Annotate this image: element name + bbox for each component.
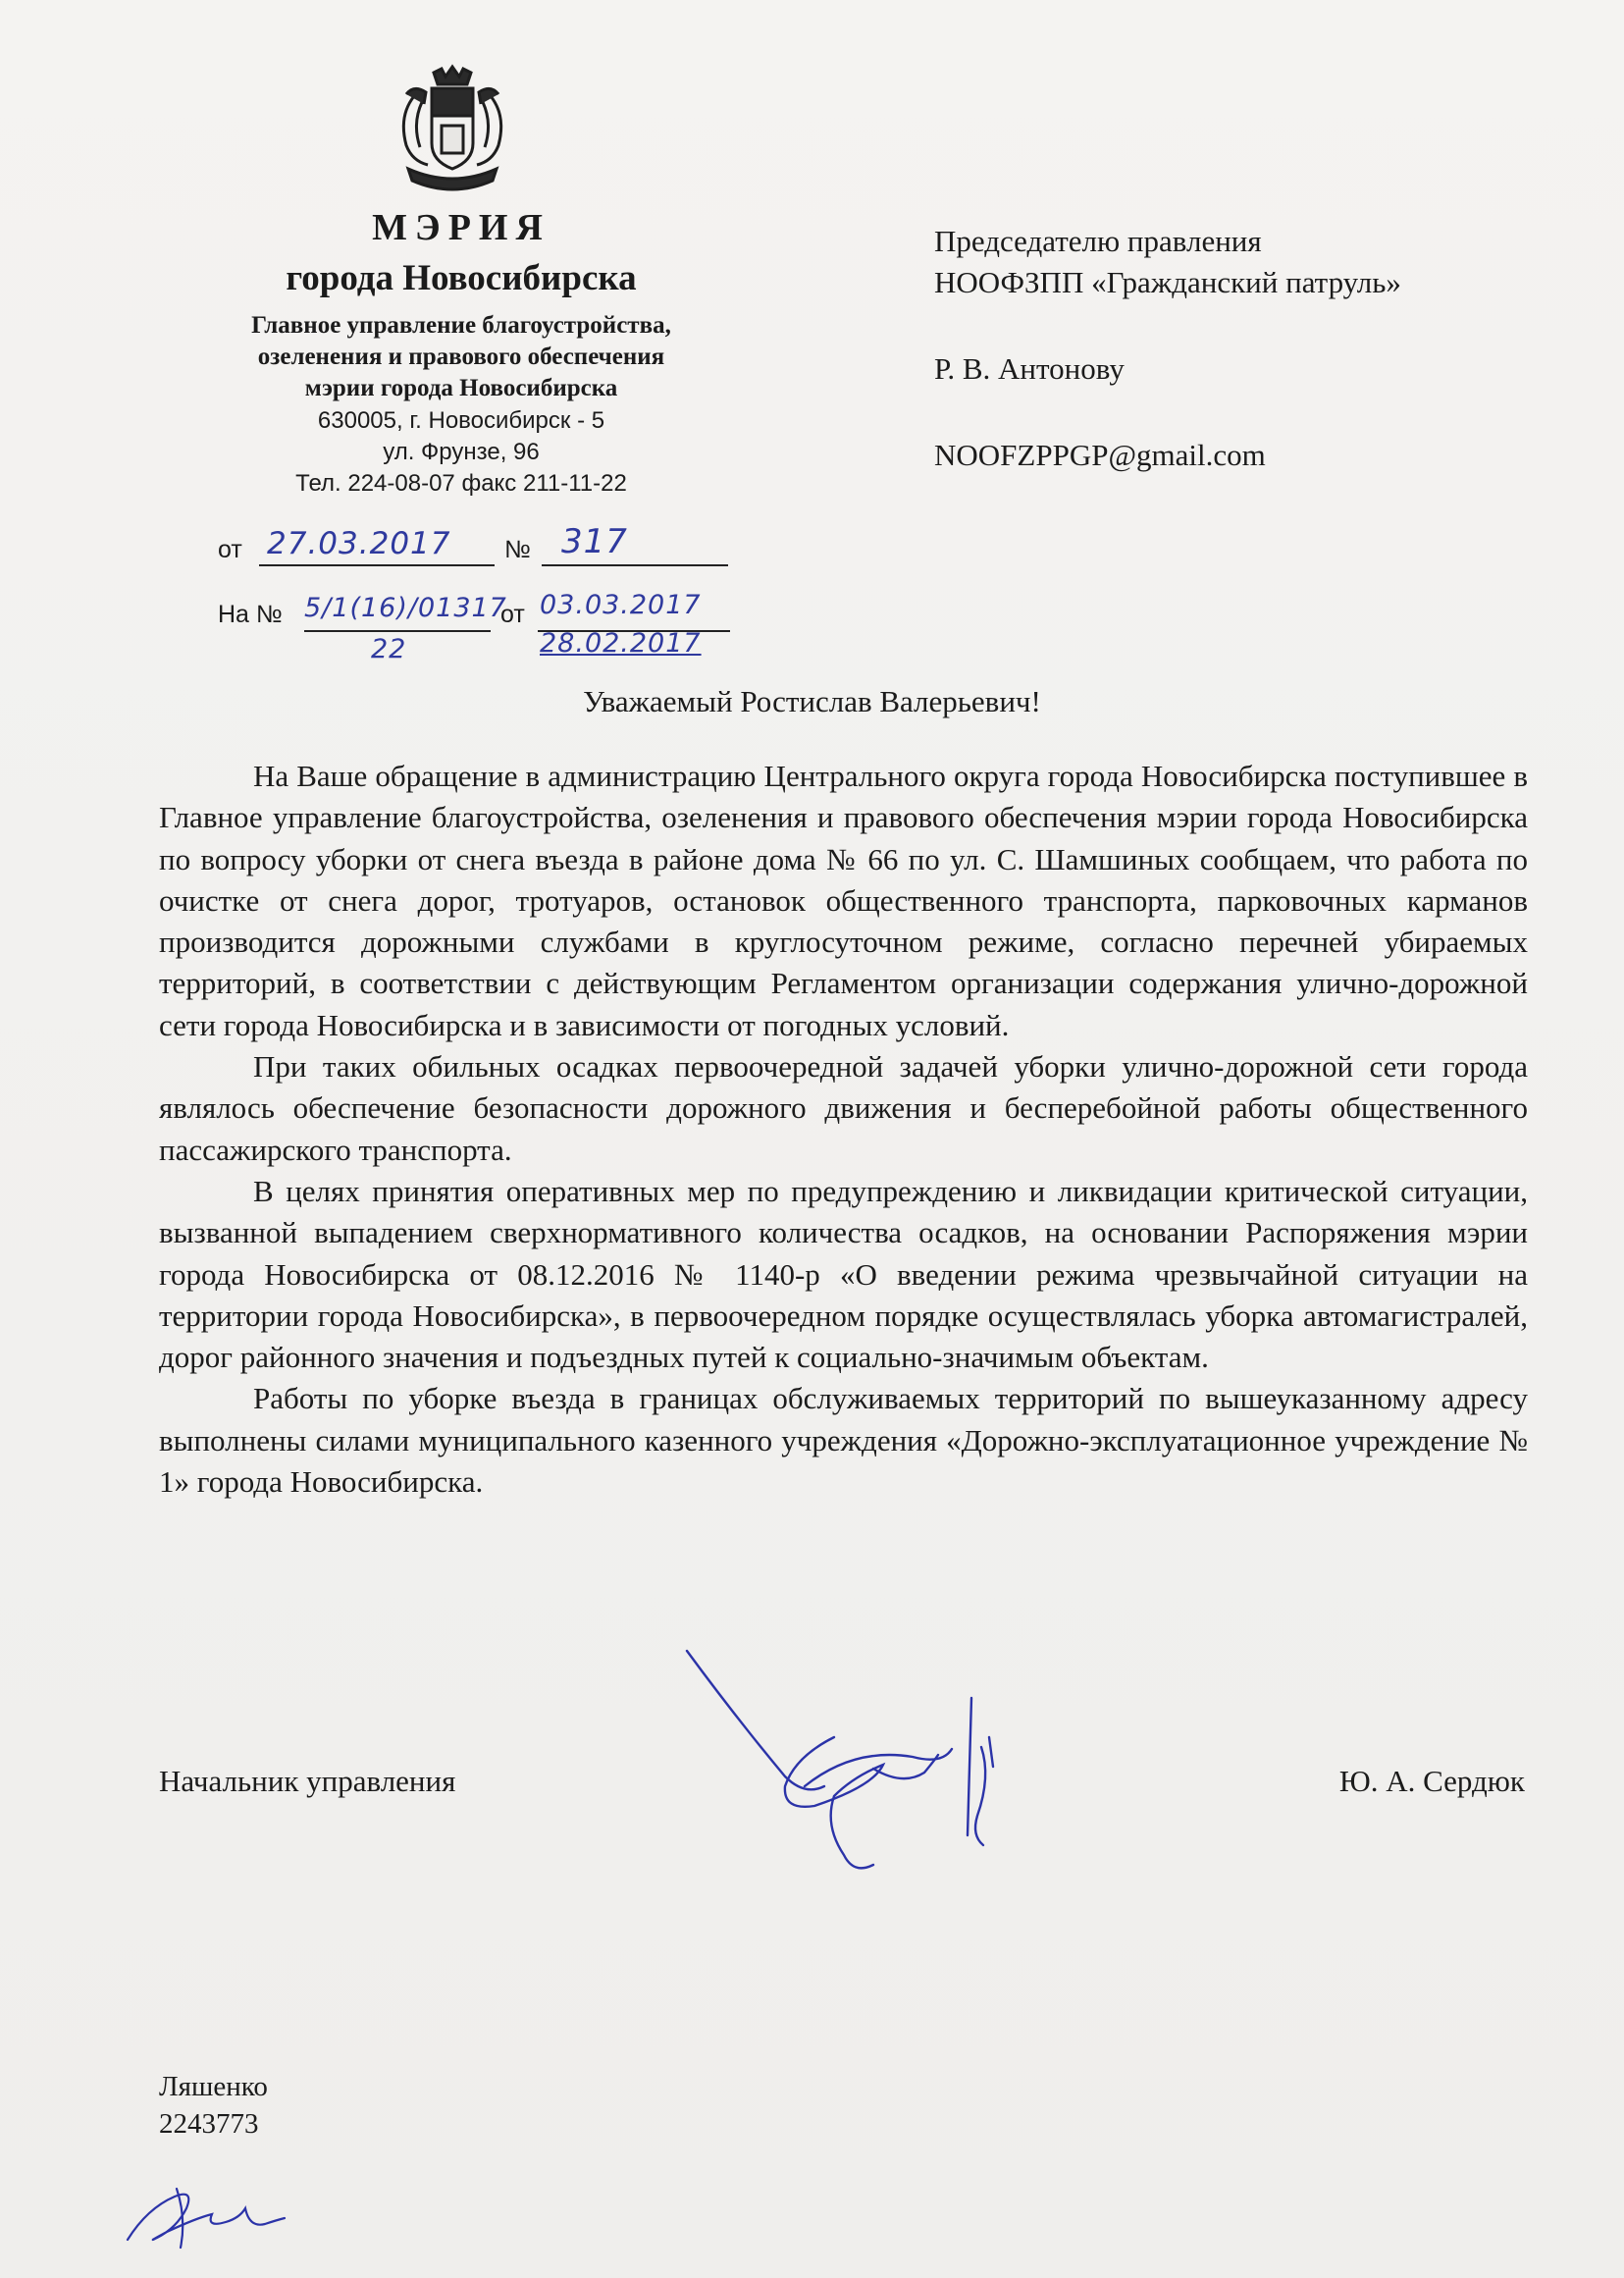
salutation: Уважаемый Ростислав Валерьевич! (583, 684, 1041, 718)
outgoing-number: 317 (561, 522, 628, 561)
signatory-position: Начальник управления (159, 1764, 456, 1798)
reply-label: На № (218, 601, 283, 628)
address-line-1: 630005, г. Новосибирск - 5 (317, 407, 605, 434)
department-line-2: озеленения и правового обеспечения (257, 344, 665, 370)
reply-date-1: 03.03.2017 (540, 590, 702, 620)
addressee-name: Р. В. Антонову (934, 351, 1125, 386)
executor-initials-signature (118, 2179, 294, 2257)
department-line-1: Главное управление благоустройства, (251, 312, 671, 339)
phone-line: Тел. 224-08-07 факс 211-11-22 (295, 470, 627, 497)
coat-of-arms-icon (385, 67, 520, 194)
letter-body (159, 756, 1528, 1503)
mayor-office-title: МЭРИЯ (372, 207, 550, 248)
addressee-email: NOOFZPPGP@gmail.com (934, 438, 1266, 472)
signatory-name: Ю. А. Сердюк (1338, 1764, 1525, 1798)
executor-block (159, 2068, 268, 2143)
executor-name: Ляшенко (159, 2071, 268, 2102)
addressee-position: Председателю правления (934, 224, 1262, 258)
body-paragraph: В целях принятия оперативных мер по предупреждению и ликвидации критической ситуации, вызванной выпадением сверхнормативного количества осадков, на основании Распоряжения мэрии города Новосибирска от 08.12.2016 № 1140-р «О введении режима чрезвычайной ситуации на территории города Новосибирска», в первоочередном порядке осуществлялась уборка автомагистралей, дорог районного значения и подъездных путей к социально-значимым объектам. (159, 1173, 1528, 1375)
number-label: № (504, 536, 531, 563)
executor-phone: 2243773 (159, 2108, 259, 2140)
body-paragraph: Работы по уборке въезда в границах обслуживаемых территорий по вышеуказанному адресу выполнены силами муниципального казенного учреждения «Дорожно-эксплуатационное учреждение № 1» города Новосибирска. (159, 1381, 1528, 1500)
address-line-2: ул. Фрунзе, 96 (383, 439, 540, 465)
department-line-3: мэрии города Новосибирска (304, 375, 618, 401)
outgoing-date: 27.03.2017 (267, 526, 451, 561)
addressee-organization: НООФЗПП «Гражданский патруль» (934, 265, 1401, 299)
reply-from-label: от (500, 601, 525, 628)
city-title: города Новосибирска (286, 258, 637, 298)
reply-date-2: 28.02.2017 (540, 628, 702, 659)
body-paragraph: На Ваше обращение в администрацию Центрального округа города Новосибирска поступившее в Главное управление благоустройства, озеленения и правового обеспечения мэрии города Новосибирска по вопросу уборки от снега въезда в районе дома № 66 по ул. С. Шамшиных сообщаем, что работа по очистке от снега дорог, тротуаров, остановок общественного транспорта, парковочных карманов производится дорожными службами в круглосуточном режиме, согласно перечней убираемых территорий, в соответствии с действующим Регламентом организации содержания улично-дорожной сети города Новосибирска и в зависимости от погодных условий. (159, 759, 1528, 1042)
reply-number-sub: 22 (371, 634, 407, 664)
body-paragraph: При таких обильных осадках первоочередной задачей уборки улично-дорожной сети города являлось обеспечение безопасности дорожного движения и бесперебойной работы общественного пассажирского транспорта. (159, 1049, 1528, 1167)
from-label: от (218, 536, 242, 563)
handwritten-signature (677, 1639, 1030, 1894)
reply-number: 5/1(16)/01317 (304, 593, 507, 623)
